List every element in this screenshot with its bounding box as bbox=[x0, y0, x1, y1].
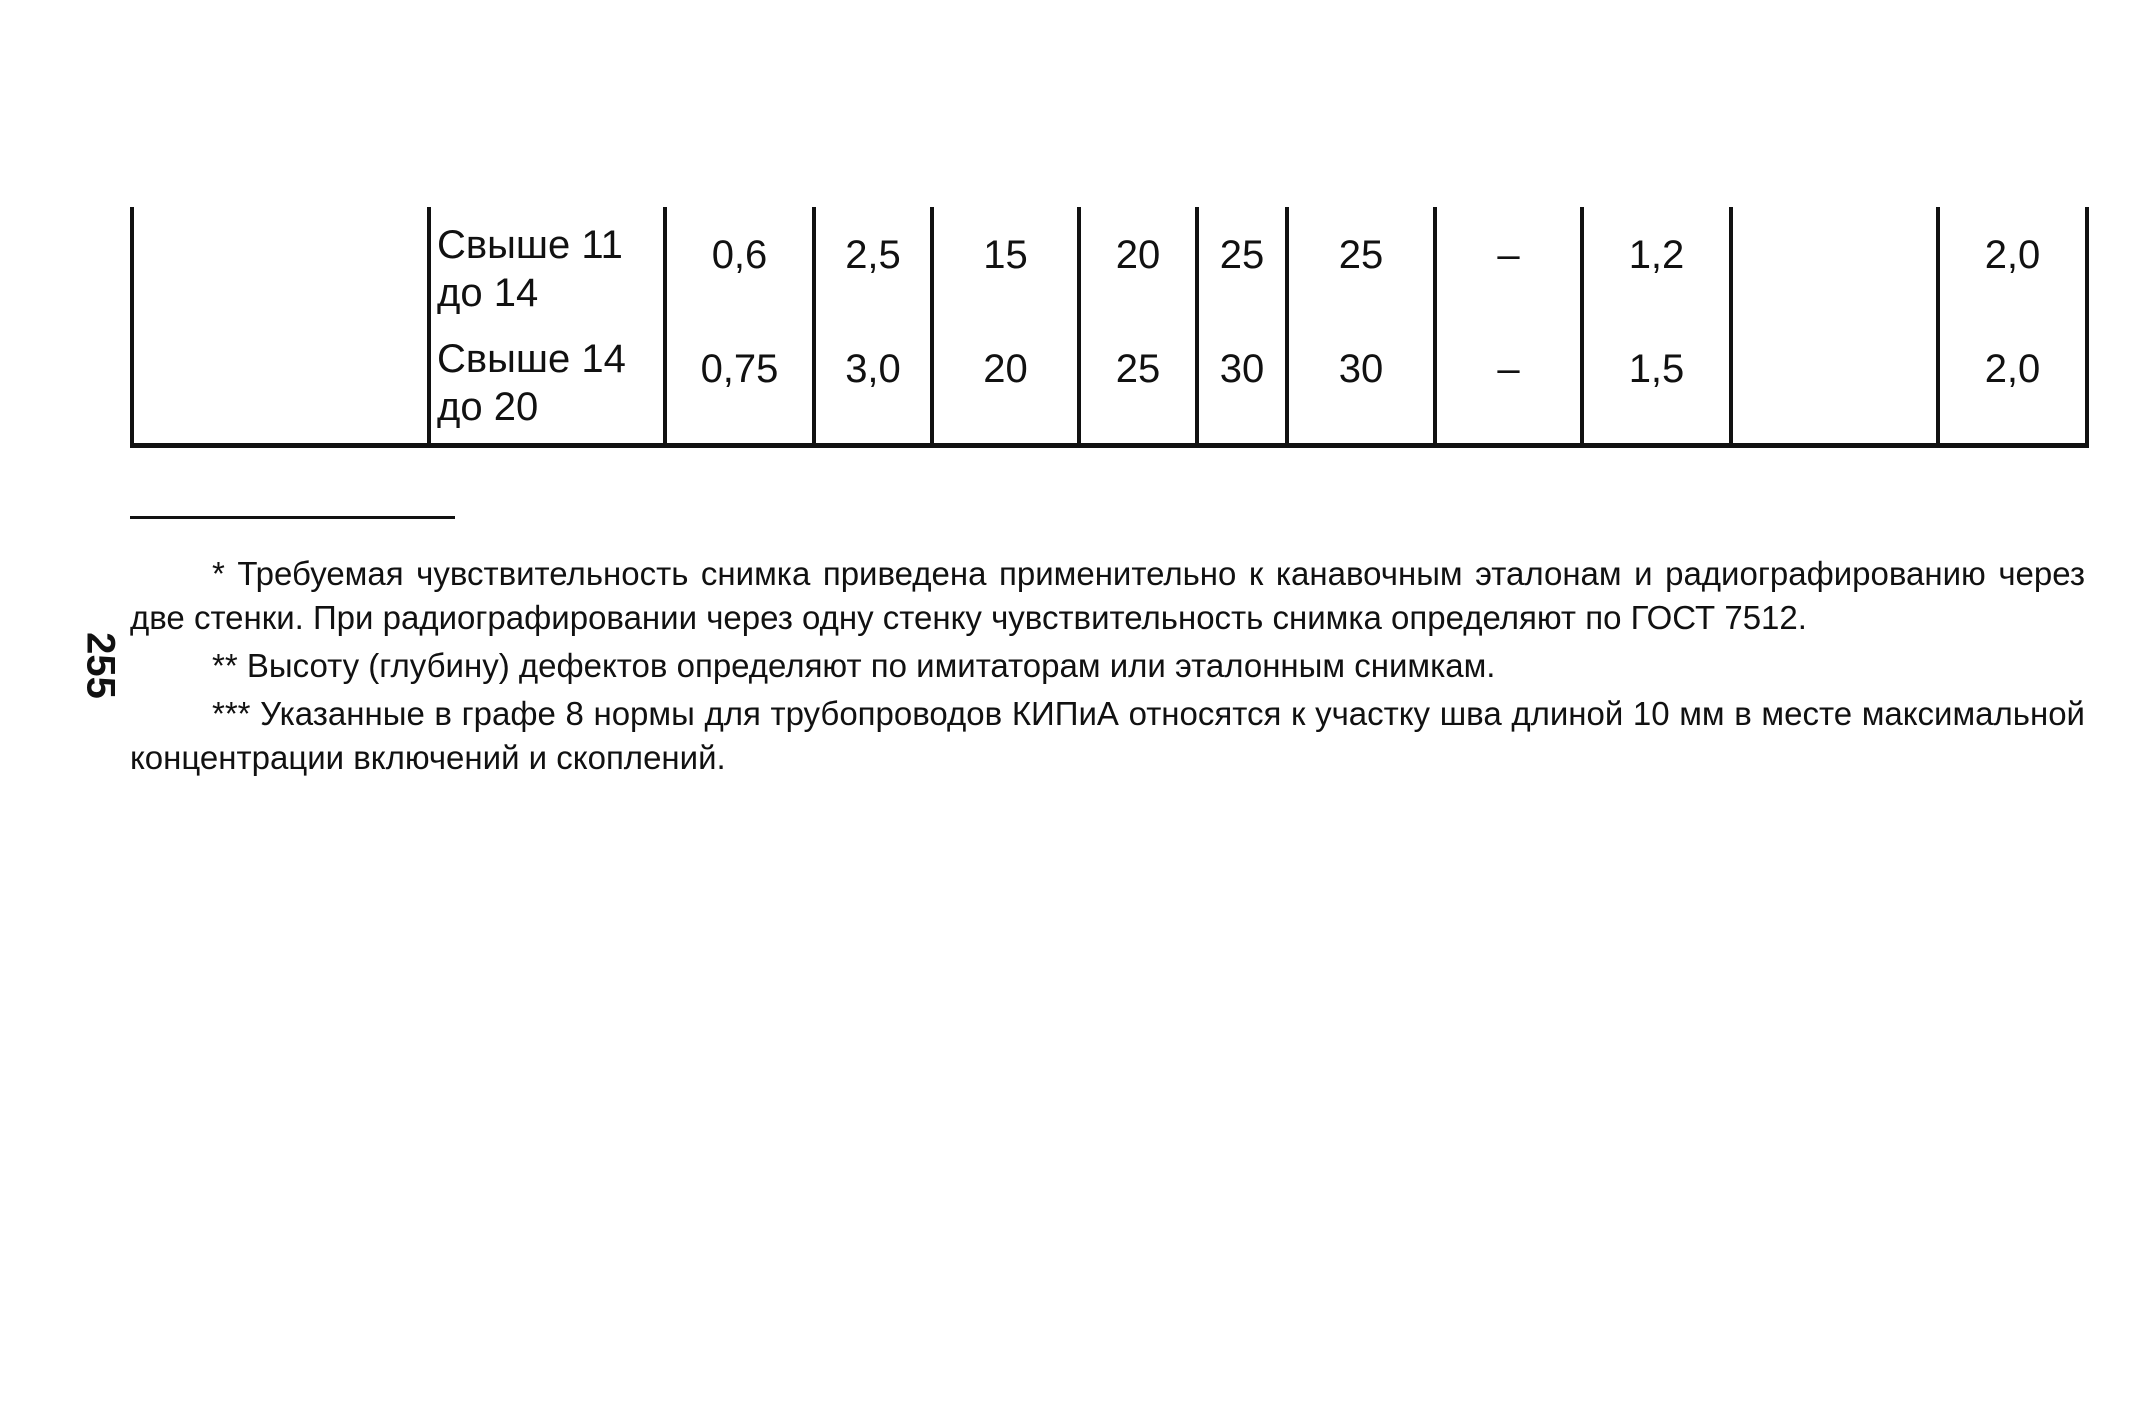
footnote-3: *** Указанные в графе 8 нормы для трубопроводов КИПиА относятся к участку шва длиной 10 мм в месте максимальной концентрации включений и скоплений. bbox=[130, 695, 2085, 776]
table-row bbox=[132, 207, 2087, 321]
table-cell: 2,5 bbox=[814, 207, 932, 321]
footnote-1: * Требуемая чувствительность снимка приведена применительно к канавочным эталонам и радиографированию через две стенки. При радиографировании через одну стенку чувствительность снимка определяют по ГОСТ 7512. bbox=[130, 555, 2085, 636]
table-cell: 25 bbox=[1197, 207, 1287, 321]
table-cell: 20 bbox=[1079, 207, 1197, 321]
range-line-1: Свыше 14 bbox=[437, 337, 626, 381]
table-cell-empty bbox=[132, 207, 429, 321]
table-cell: 0,75 bbox=[665, 321, 814, 445]
range-line-1: Свыше 11 bbox=[437, 223, 623, 267]
table-cell: 30 bbox=[1287, 321, 1435, 445]
table-cell-range bbox=[429, 207, 665, 321]
table-cell: 25 bbox=[1079, 321, 1197, 445]
footnotes bbox=[130, 552, 2085, 784]
table-cell-empty bbox=[132, 321, 429, 445]
table-cell bbox=[1731, 321, 1938, 445]
table-cell: 2,0 bbox=[1938, 207, 2087, 321]
page-number: 255 bbox=[78, 632, 123, 699]
table-cell: 1,2 bbox=[1582, 207, 1731, 321]
table-cell: 1,5 bbox=[1582, 321, 1731, 445]
table-cell: 0,6 bbox=[665, 207, 814, 321]
table-cell: – bbox=[1435, 321, 1582, 445]
table-cell: 25 bbox=[1287, 207, 1435, 321]
footnote-2: ** Высоту (глубину) дефектов определяют по имитаторам или эталонным снимкам. bbox=[212, 647, 1496, 684]
norms-table bbox=[130, 207, 2089, 448]
norms-table-fragment bbox=[130, 207, 2085, 448]
table-cell: 3,0 bbox=[814, 321, 932, 445]
range-line-2: до 20 bbox=[437, 385, 539, 429]
table-cell: 20 bbox=[932, 321, 1079, 445]
range-line-2: до 14 bbox=[437, 271, 539, 315]
table-cell: 2,0 bbox=[1938, 321, 2087, 445]
table-row bbox=[132, 321, 2087, 445]
table-cell: – bbox=[1435, 207, 1582, 321]
table-cell: 15 bbox=[932, 207, 1079, 321]
table-cell: 30 bbox=[1197, 321, 1287, 445]
table-cell bbox=[1731, 207, 1938, 321]
footnote-separator bbox=[130, 516, 455, 519]
table-cell-range bbox=[429, 321, 665, 445]
